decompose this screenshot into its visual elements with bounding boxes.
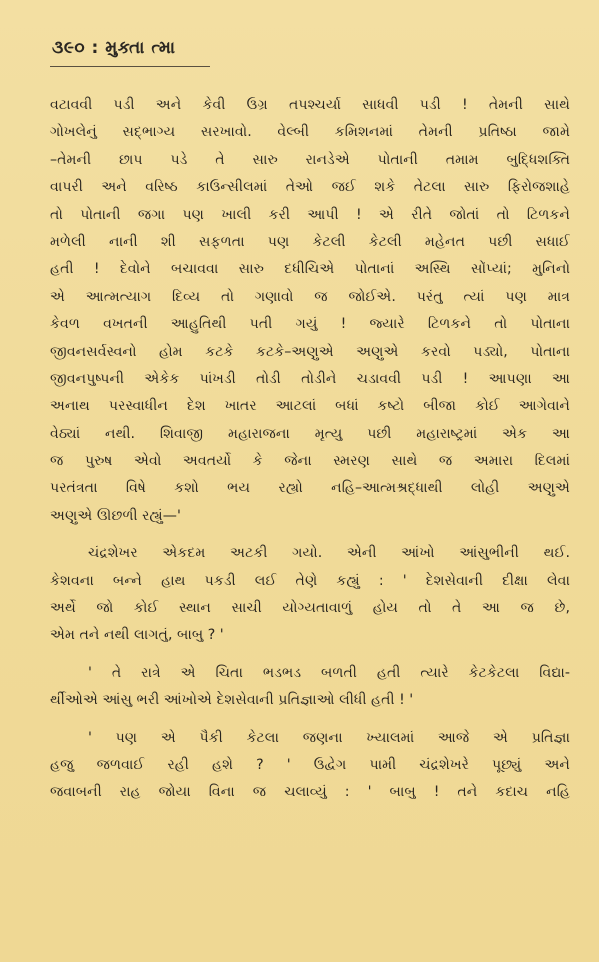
text-line: કેશવના બન્ને હાથ પકડી લઈ તેણે કહ્યું : ' દેશસેવાની દીક્ષા લેવા xyxy=(50,572,570,589)
page-header: ૩૯૦ : મુક્તા ત્મા xyxy=(52,38,176,58)
text-line: અણુએ ઊછળી રહ્યું—' xyxy=(50,507,181,524)
text-line: જ પુરુષ એવો અવતર્યો કે જેના સ્મરણ સાથે જ અમારા દિલમાં xyxy=(50,453,570,470)
paragraph xyxy=(50,92,570,530)
text-line: હજુ જળવાઈ રહી હશે ? ' ઉદ્વેગ પામી ચંદ્રશેખરે પૂછ્યું અને xyxy=(50,756,570,773)
text-line: વેઠ્યાં નથી. શિવાજી મહારાજના મૃત્યુ પછી મહારાષ્ટ્રમાં એક આ xyxy=(50,425,570,442)
text-line: –તેમની છાપ પડે તે સારુ રાનડેએ પોતાની તમામ બુદ્ધિશક્તિ xyxy=(50,151,570,168)
text-line: ચંદ્રશેખર એકદમ અટકી ગયો. એની આંખો આંસુભીની થઈ. xyxy=(88,545,570,562)
text-line: ' તે રાત્રે એ ચિતા ભડભડ બળતી હતી ત્યારે કેટકેટલા વિદ્યા- xyxy=(88,664,570,681)
text-line: ગોખલેનું સદ્‌ભાગ્ય સરખાવો. વેલ્બી કમિશનમાં તેમની પ્રતિષ્ઠા જામે xyxy=(50,124,570,141)
text-line: જવાબની રાહ જોયા વિના જ ચલાવ્યું : ' બાબુ ! તને કદાચ નહિ xyxy=(50,784,570,801)
paragraph xyxy=(50,540,570,650)
text-line: પરતંત્રતા વિષે કશો ભય રહ્યો નહિ–આત્મશ્રદ્ધાથી લોહી અણુએ xyxy=(50,480,570,497)
text-line: ' પણ એ પૈકી કેટલા જણના ખ્યાલમાં આજે એ પ્રતિજ્ઞા xyxy=(88,729,570,746)
text-line: અર્થે જો કોઈ સ્થાન સાચી યોગ્યતાવાળું હોય તો તે આ જ છે, xyxy=(50,600,570,617)
text-line: જીવનપુષ્પની એકેક પાંખડી તોડી તોડીને ચડાવવી પડી ! આપણા આ xyxy=(50,370,570,387)
text-line: અનાથ પરસ્વાધીન દેશ ખાતર આટલાં બધાં કષ્ટો બીજા કોઈ આગેવાને xyxy=(50,398,570,415)
text-line: તો પોતાની જગા પણ ખાલી કરી આપી ! એ રીતે જોતાં તો ટિળકને xyxy=(50,206,570,223)
text-line: વાપરી અને વરિષ્ઠ કાઉન્સીલમાં તેઓ જઈ શકે તેટલા સારુ ફિરોજશાહે xyxy=(50,179,570,196)
text-line: એ આત્મત્યાગ દિવ્ય તો ગણાવો જ જોઈએ. પરંતુ ત્યાં પણ માત્ર xyxy=(50,288,570,305)
text-line: એમ તને નથી લાગતું, બાબુ ? ' xyxy=(50,627,224,644)
paragraph xyxy=(50,660,570,715)
text-line: ર્થીઓએ આંસુ ભરી આંખોએ દેશસેવાની પ્રતિજ્ઞાઓ લીધી હતી ! ' xyxy=(50,692,414,709)
paragraph xyxy=(50,725,570,807)
text-line: વટાવવી પડી અને કેવી ઉગ્ર તપશ્ચર્યા સાધવી પડી ! તેમની સાથે xyxy=(50,97,570,113)
text-line: જીવનસર્વસ્વનો હોમ કટકે કટકે–અણુએ અણુએ કરવો પડ્યો, પોતાના xyxy=(50,343,570,360)
paragraph-gap xyxy=(50,530,570,540)
header-rule xyxy=(50,66,210,67)
text-line: મળેલી નાની શી સફળતા પણ કેટલી કેટલી મહેનત પછી સધાઈ xyxy=(50,233,570,250)
text-line: કેવળ વખતની આહુતિથી પતી ગયું ! જ્યારે ટિળકને તો પોતાના xyxy=(50,316,570,333)
paragraph-gap xyxy=(50,650,570,660)
text-line: હતી ! દેવોને બચાવવા સારુ દધીચિએ પોતાનાં અસ્થિ સોંપ્યાં; મુનિનો xyxy=(50,261,570,278)
body-text xyxy=(50,92,570,807)
paragraph-gap xyxy=(50,715,570,725)
